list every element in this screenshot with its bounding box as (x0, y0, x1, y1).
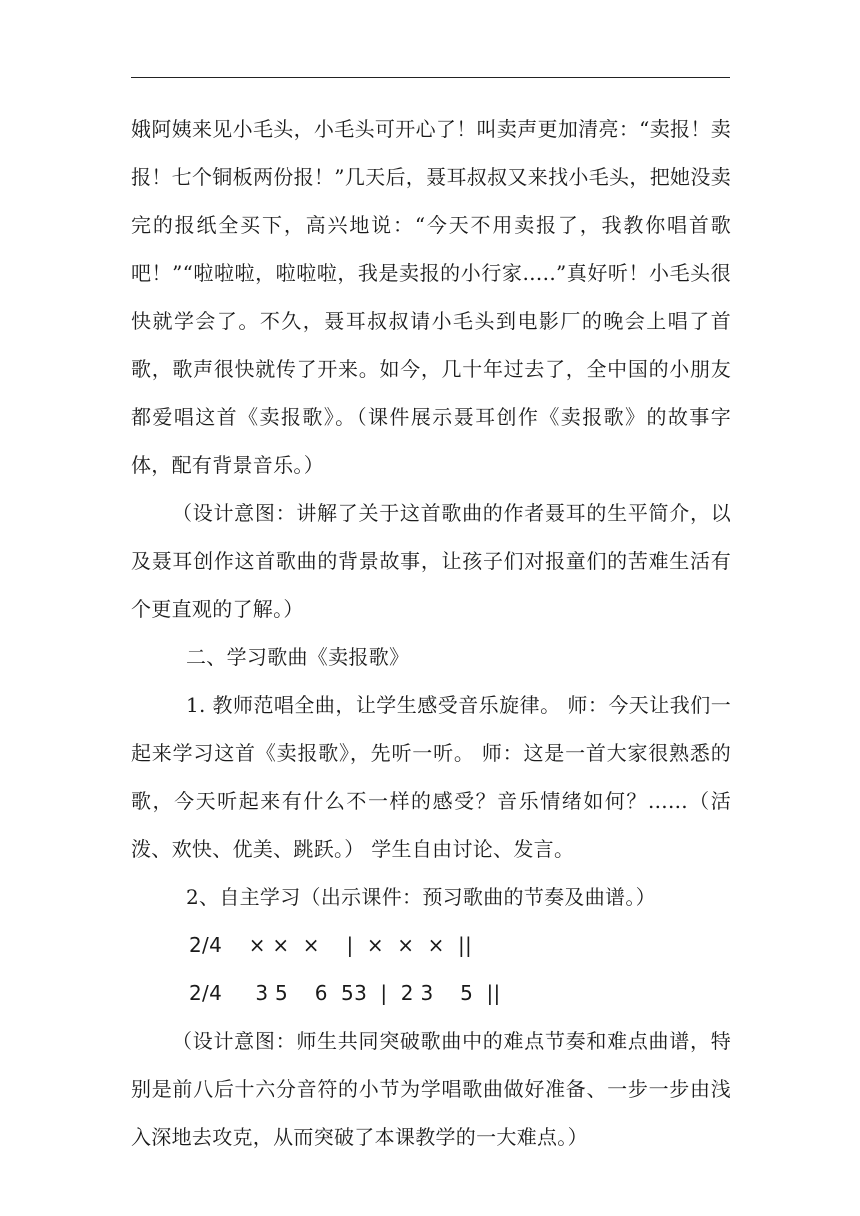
design-intent-paragraph-2: （设计意图：师生共同突破歌曲中的难点节奏和难点曲谱，特别是前八后十六分音符的小节为学唱歌曲做好准备、一步一步由浅入深地去攻克，从而突破了本课教学的一大难点。） (131, 1029, 731, 1149)
story-paragraph: 娥阿姨来见小毛头，小毛头可开心了！叫卖声更加清亮：“卖报！卖报！七个铜板两份报！”几天后，聂耳叔叔又来找小毛头，把她没卖完的报纸全买下，高兴地说：“今天不用卖报了，我教你唱首歌吧！”“啦啦啦，啦啦啦，我是卖报的小行家…..”真好听！小毛头很快就学会了。不久，聂耳叔叔请小毛头到电影厂的晚会上唱了首歌，歌声很快就传了开来。如今，几十年过去了，全中国的小朋友都爱唱这首《卖报歌》。（课件展示聂耳创作《卖报歌》的故事字体，配有背景音乐。） (131, 117, 731, 477)
rhythm-notation: 2/4 × × × | × × × || (189, 933, 473, 957)
section-heading: 二、学习歌曲《卖报歌》 (186, 645, 410, 669)
step-two-paragraph: 2、自主学习（出示课件：预习歌曲的节奏及曲谱。） (186, 885, 656, 909)
design-intent-paragraph: （设计意图：讲解了关于这首歌曲的作者聂耳的生平简介，以及聂耳创作这首歌曲的背景故事，让孩子们对报童们的苦难生活有个更直观的了解。） (131, 501, 731, 621)
melody-notation: 2/4 3 5 6 53 | 2 3 5 || (189, 981, 501, 1005)
step-one-paragraph: 1. 教师范唱全曲，让学生感受音乐旋律。 师：今天让我们一起来学习这首《卖报歌》，先听一听。 师：这是一首大家很熟悉的歌，今天听起来有什么不一样的感受？音乐情绪如何？......（活泼、欢快、优美、跳跃。） 学生自由讨论、发言。 (131, 693, 731, 861)
document-body (131, 105, 731, 1161)
header-rule (131, 77, 730, 78)
